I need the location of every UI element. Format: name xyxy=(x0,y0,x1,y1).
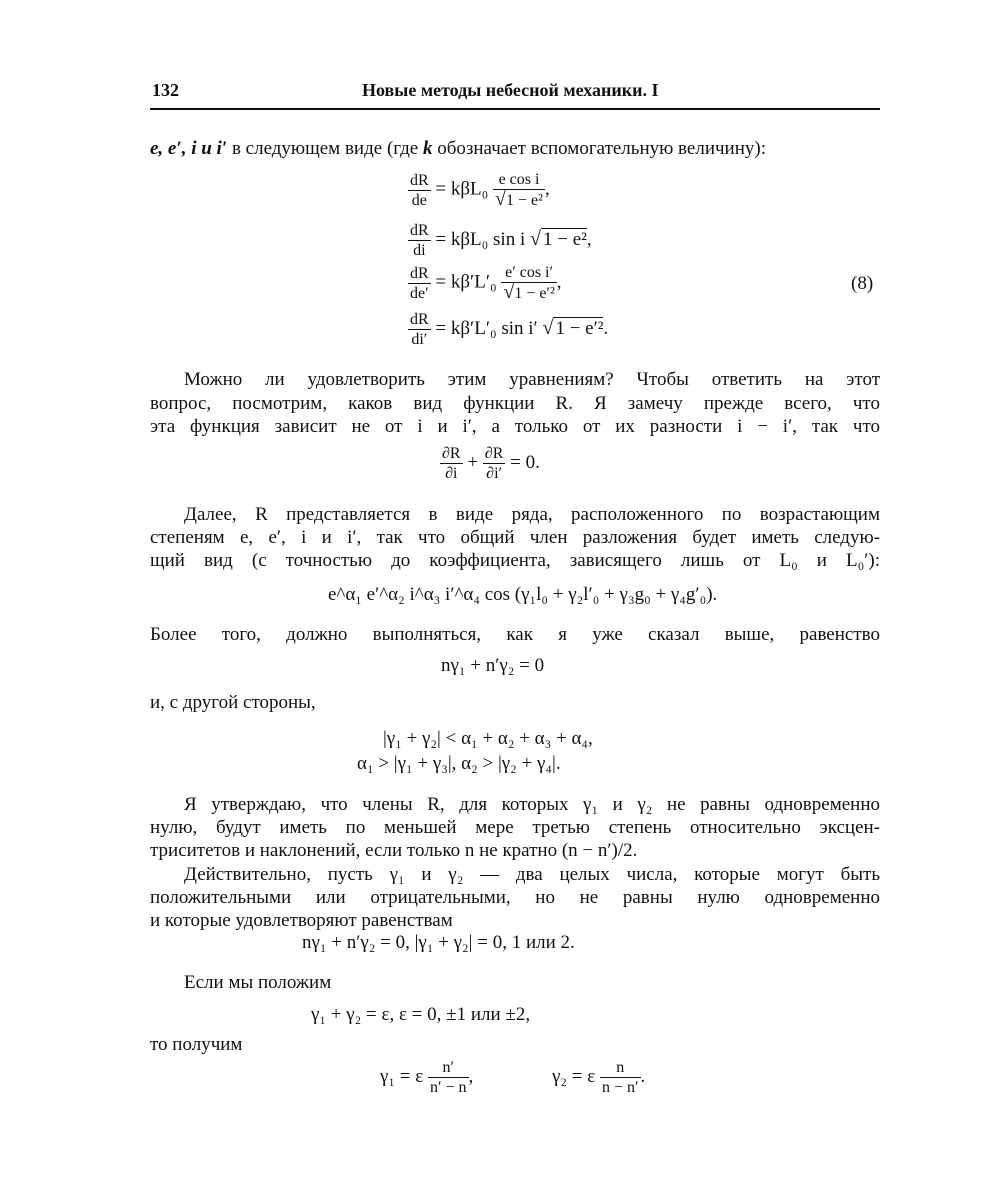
para-assert-l1: Я утверждаю, что члены R, для которых γ₁ и γ₂ не равны одновременно xyxy=(184,794,880,815)
para-question-l1: Можно ли удовлетворить этим уравнениям? Чтобы ответить на этот xyxy=(184,369,880,390)
para-assert-l2: нулю, будут иметь по меньшей мере третью степень относительно эксцен- xyxy=(150,817,880,838)
para-indeed-l2: положительными или отрицательными, но не равны нулю одновременно xyxy=(150,887,880,908)
intro-k: k xyxy=(422,138,433,159)
para-other-side: и, с другой стороны, xyxy=(150,692,316,713)
page-number: 132 xyxy=(152,80,179,100)
eq8-row-2: $\frac{dR}{di}$ = kβL₀ sin i √ 1 − e², xyxy=(410,222,592,259)
partial-equation: $\frac{\partial R}{\partial i}$ + $\frac{\partial R}{\partial i'}$ = 0. xyxy=(442,445,540,482)
running-title: Новые методы небесной механики. I xyxy=(362,80,659,100)
para-indeed-l1: Действительно, пусть γ₁ и γ₂ — два целых числа, которые могут быть xyxy=(184,864,880,885)
intro-line xyxy=(150,136,880,161)
intro-text-b: обозначает вспомогательную величину): xyxy=(432,138,766,159)
equalities-equation: nγ₁ + n′γ₂ = 0, |γ₁ + γ₂| = 0, 1 или 2. xyxy=(302,932,575,953)
eq8-row-1: $\frac{dR}{de}$ = kβL₀ $\frac{\text{e cos i}}{\text{√1 − e²}}$ , xyxy=(410,171,550,210)
para-indeed-l3: и которые удовлетворяют равенствам xyxy=(150,910,453,931)
eq8-row-4: $\frac{dR}{di'}$ = kβ′L′₀ sin i′ √ 1 − e′². xyxy=(410,311,609,348)
para-series-l3: щий вид (с точностью до коэффициента, зависящего лишь от L₀ и L₀′): xyxy=(150,550,880,571)
para-assert-l3: триситетов и наклонений, если только n не кратно (n − n′)/2. xyxy=(150,840,638,861)
para-series-l1: Далее, R представляется в виде ряда, расположенного по возрастающим xyxy=(184,504,880,525)
para-we-get: то получим xyxy=(150,1034,243,1055)
equation-number: (8) xyxy=(851,273,874,294)
intro-text-a: в следующем виде (где xyxy=(227,138,423,159)
para-moreover: Более того, должно выполняться, как я уже сказал выше, равенство xyxy=(150,624,880,645)
gamma2-equation: γ₂ = ε $\frac{n}{n - n'}$ . xyxy=(552,1059,646,1096)
gamma1-equation: γ₁ = ε $\frac{n'}{n' - n}$ , xyxy=(380,1059,474,1096)
intro-vars: e, e′, i и i′ xyxy=(150,138,228,159)
general-term-equation: e^α₁ e′^α₂ i^α₃ i′^α₄ cos (γ₁l₀ + γ₂l′₀ + γ₃g₀ + γ₄g′₀). xyxy=(328,584,718,605)
header-rule xyxy=(150,108,880,110)
para-question-l2: вопрос, посмотрим, каков вид функции R. Я замечу прежде всего, что xyxy=(150,393,880,414)
n-relation-equation: nγ₁ + n′γ₂ = 0 xyxy=(441,655,545,676)
inequality-2: α₁ > |γ₁ + γ₃|, α₂ > |γ₂ + γ₄|. xyxy=(357,753,561,774)
inequality-1: |γ₁ + γ₂| < α₁ + α₂ + α₃ + α₄, xyxy=(383,728,593,749)
eq8-row-3: $\frac{dR}{de'}$ = kβ′L′₀ $\frac{\text{e′ cos i′}}{\text{√1 − e′²}}$ , xyxy=(410,264,562,303)
para-series-l2: степеням e, e′, i и i′, так что общий член разложения будет иметь следую- xyxy=(150,527,880,548)
para-if-we-set: Если мы положим xyxy=(184,972,332,993)
para-question-l3: эта функция зависит не от i и i′, а только от их разности i − i′, так что xyxy=(150,416,880,437)
epsilon-definition: γ₁ + γ₂ = ε, ε = 0, ±1 или ±2, xyxy=(311,1004,531,1025)
